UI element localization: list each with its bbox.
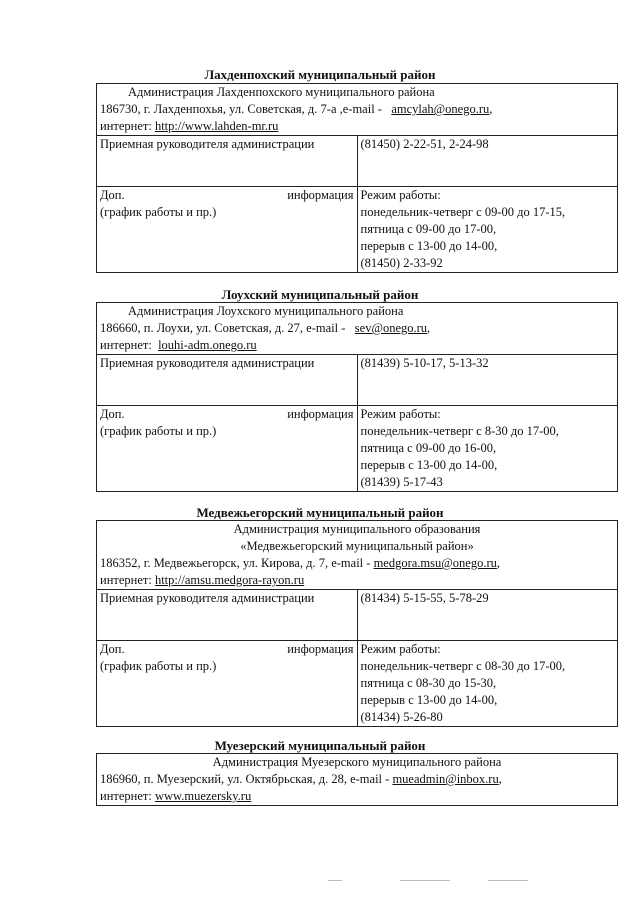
info-line: понедельник-четверг с 8-30 до 17-00,: [360, 424, 559, 438]
internet-line: [100, 118, 614, 135]
info-line: пятница с 09-00 до 17-00,: [360, 222, 497, 236]
address-text: 186660, п. Лоухи, ул. Советская, д. 27, e-mail -: [100, 321, 346, 335]
info-line: перерыв с 13-00 до 14-00,: [360, 458, 498, 472]
table-lahdenpohja: [96, 83, 618, 273]
header-cell: [97, 754, 618, 806]
info-label-3: (график работы и пр.): [100, 659, 217, 673]
internet-line: [100, 572, 614, 589]
section-title-louhi: Лоухский муниципальный район: [221, 287, 419, 302]
header-cell: [97, 84, 618, 136]
reception-phones: (81439) 5-10-17, 5-13-32: [357, 355, 618, 406]
internet-link[interactable]: http://amsu.medgora-rayon.ru: [154, 573, 305, 587]
info-line: перерыв с 13-00 до 14-00,: [360, 693, 498, 707]
internet-label: интернет:: [100, 338, 152, 352]
info-label-1: Доп.: [100, 642, 125, 656]
info-line: Режим работы:: [360, 642, 441, 656]
address-suffix: ,: [427, 321, 431, 335]
internet-label: интернет:: [100, 789, 152, 803]
header-cell: [97, 521, 618, 590]
address-text: 186352, г. Медвежьегорск, ул. Кирова, д. 7, e-mail -: [100, 556, 371, 570]
address-suffix: ,: [498, 772, 502, 786]
scan-artifact: [328, 880, 342, 881]
internet-link[interactable]: louhi-adm.onego.ru: [158, 338, 257, 352]
header-cell: [97, 303, 618, 355]
address-suffix: ,: [489, 102, 493, 116]
email-link[interactable]: sev@onego.ru: [354, 321, 428, 335]
address-line: [100, 320, 614, 337]
section-title-lahdenpohja: Лахденпохский муниципальный район: [204, 67, 436, 82]
org-name: Администрация Муезерского муниципального района: [212, 755, 502, 769]
info-line: пятница с 09-00 до 16-00,: [360, 441, 497, 455]
scan-artifact: [488, 880, 528, 881]
info-label-2: информация: [287, 188, 354, 202]
internet-label: интернет:: [100, 119, 152, 133]
address-line: [100, 771, 614, 788]
info-line: Режим работы:: [360, 407, 441, 421]
info-line: (81439) 5-17-43: [360, 475, 443, 489]
info-label-3: (график работы и пр.): [100, 205, 217, 219]
scan-artifact: [400, 880, 450, 881]
address-text: 186960, п. Муезерский, ул. Октябрьская, д. 28, e-mail -: [100, 772, 390, 786]
reception-label: Приемная руководителя администрации: [97, 355, 358, 406]
email-link[interactable]: medgora.msu@onego.ru: [373, 556, 497, 570]
org-name: Администрация Лахденпохского муниципального района: [128, 85, 435, 99]
internet-line: [100, 337, 614, 354]
reception-phones: (81450) 2-22-51, 2-24-98: [357, 136, 618, 187]
info-label-1: Доп.: [100, 188, 125, 202]
table-muezersky: [96, 753, 618, 806]
reception-phones: (81434) 5-15-55, 5-78-29: [357, 590, 618, 641]
address-line: [100, 101, 614, 118]
address-text: 186730, г. Лахденпохья, ул. Советская, д. 7-а ,e-mail -: [100, 102, 382, 116]
info-label-2: информация: [287, 407, 354, 421]
info-label: [97, 187, 358, 273]
org-name-1: Администрация муниципального образования: [233, 522, 481, 536]
info-label-3: (график работы и пр.): [100, 424, 217, 438]
info-line: понедельник-четверг с 08-30 до 17-00,: [360, 659, 566, 673]
info-details: [357, 187, 618, 273]
internet-line: [100, 788, 614, 805]
address-suffix: ,: [496, 556, 500, 570]
internet-link[interactable]: http://www.lahden-mr.ru: [154, 119, 279, 133]
info-label: [97, 641, 358, 727]
info-details: [357, 406, 618, 492]
info-line: (81450) 2-33-92: [360, 256, 443, 270]
section-title-medvezhyegorsk: Медвежьегорский муниципальный район: [196, 505, 444, 520]
info-label-1: Доп.: [100, 407, 125, 421]
reception-label: Приемная руководителя администрации: [97, 590, 358, 641]
info-line: понедельник-четверг с 09-00 до 17-15,: [360, 205, 566, 219]
address-line: [100, 555, 614, 572]
info-label-2: информация: [287, 642, 354, 656]
internet-link[interactable]: www.muezersky.ru: [154, 789, 252, 803]
email-link[interactable]: amcylah@onego.ru: [391, 102, 490, 116]
reception-label: Приемная руководителя администрации: [97, 136, 358, 187]
org-name: Администрация Лоухского муниципального района: [128, 304, 404, 318]
section-title-muezersky: Муезерский муниципальный район: [214, 738, 426, 753]
internet-label: интернет:: [100, 573, 152, 587]
email-link[interactable]: mueadmin@inbox.ru: [392, 772, 499, 786]
table-medvezhyegorsk: [96, 520, 618, 727]
info-line: перерыв с 13-00 до 14-00,: [360, 239, 498, 253]
info-label: [97, 406, 358, 492]
info-line: Режим работы:: [360, 188, 441, 202]
table-louhi: [96, 302, 618, 492]
org-name-2: «Медвежьегорский муниципальный район»: [240, 539, 474, 553]
info-line: (81434) 5-26-80: [360, 710, 443, 724]
info-details: [357, 641, 618, 727]
info-line: пятница с 08-30 до 15-30,: [360, 676, 497, 690]
